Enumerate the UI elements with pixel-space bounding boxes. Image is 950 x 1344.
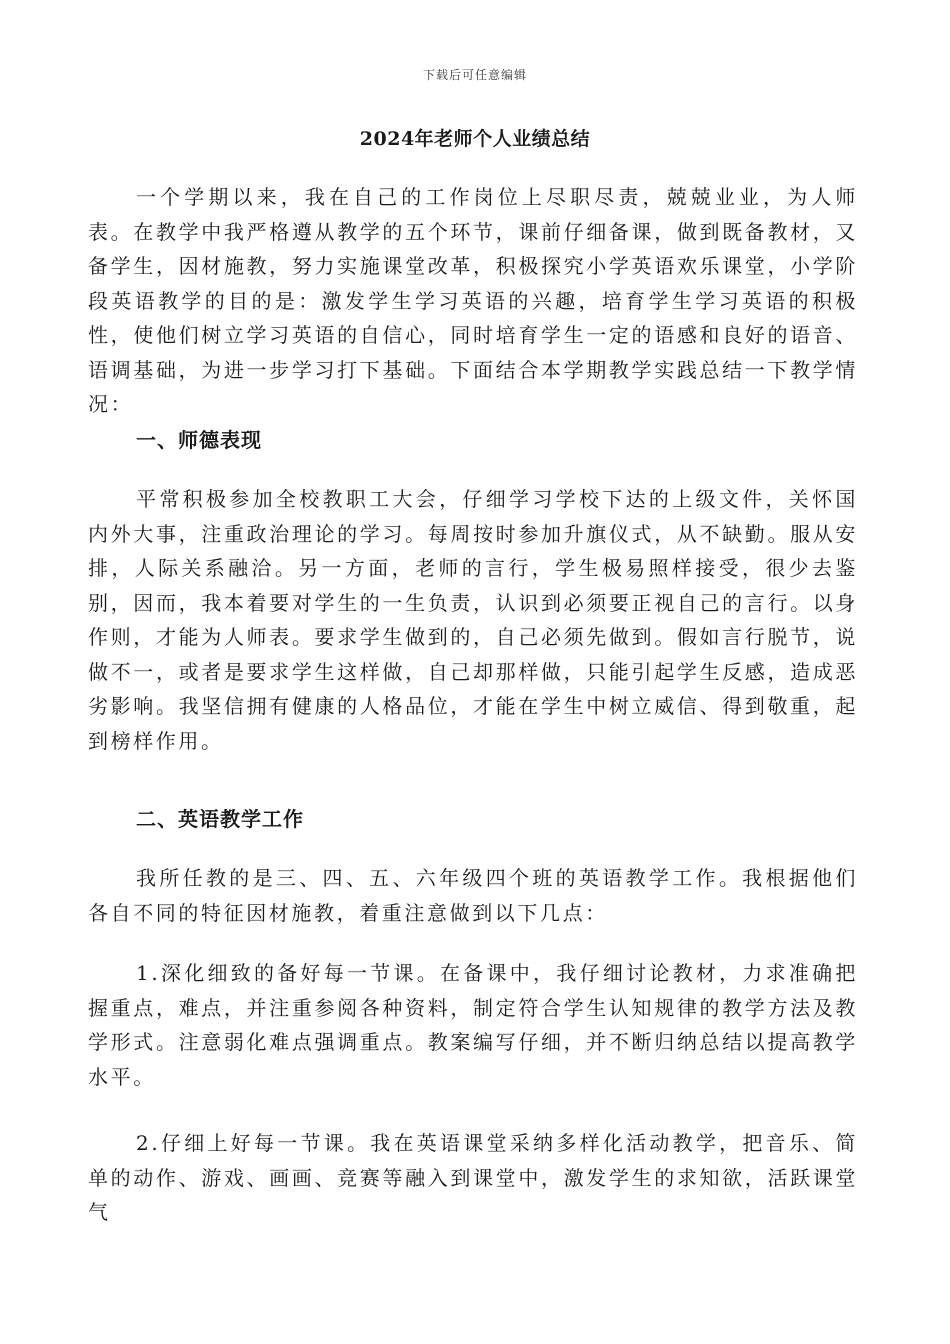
ethics-paragraph: 平常积极参加全校教职工大会，仔细学习学校下达的上级文件，关怀国内外大事，注重政治理论的学习。每周按时参加升旗仪式，从不缺勤。服从安排，人际关系融洽。另一方面，老师的言行，学生极易照样接受，很少去鉴别，因而，我本着要对学生的一生负责，认识到必须要正视自己的言行。以身作则，才能为人师表。要求学生做到的，自己必须先做到。假如言行脱节，说做不一，或者是要求学生这样做，自己却那样做，只能引起学生反感，造成恶劣影响。我坚信拥有健康的人格品位，才能在学生中树立威信、得到敬重，起到榜样作用。 — [88, 487, 858, 753]
section-heading-ethics: 一、师德表现 — [136, 428, 262, 452]
teaching-point-2: 2.仔细上好每一节课。我在英语课堂采纳多样化活动教学，把音乐、简单的动作、游戏、画画、竞赛等融入到课堂中，激发学生的求知欲，活跃课堂气 — [88, 1131, 858, 1224]
intro-paragraph: 一个学期以来，我在自己的工作岗位上尽职尽责，兢兢业业，为人师表。在教学中我严格遵从教学的五个环节，课前仔细备课，做到既备教材，又备学生，因材施教，努力实施课堂改革，积极探究小学英语欢乐课堂，小学阶段英语教学的目的是：激发学生学习英语的兴趣，培育学生学习英语的积极性，使他们树立学习英语的自信心，同时培育学生一定的语感和良好的语音、语调基础，为进一步学习打下基础。下面结合本学期教学实践总结一下教学情况： — [88, 185, 858, 416]
section-heading-teaching: 二、英语教学工作 — [136, 807, 304, 831]
header-note: 下载后可任意编辑 — [422, 68, 527, 82]
teaching-intro-paragraph: 我所任教的是三、四、五、六年级四个班的英语教学工作。我根据他们各自不同的特征因材施教，着重注意做到以下几点： — [88, 866, 858, 925]
teaching-point-1: 1.深化细致的备好每一节课。在备课中，我仔细讨论教材，力求准确把握重点，难点，并注重参阅各种资料，制定符合学生认知规律的教学方法及教学形式。注意弱化难点强调重点。教案编写仔细，并不断归纳总结以提高教学水平。 — [88, 961, 858, 1089]
document-title: 2024年老师个人业绩总结 — [359, 128, 591, 150]
